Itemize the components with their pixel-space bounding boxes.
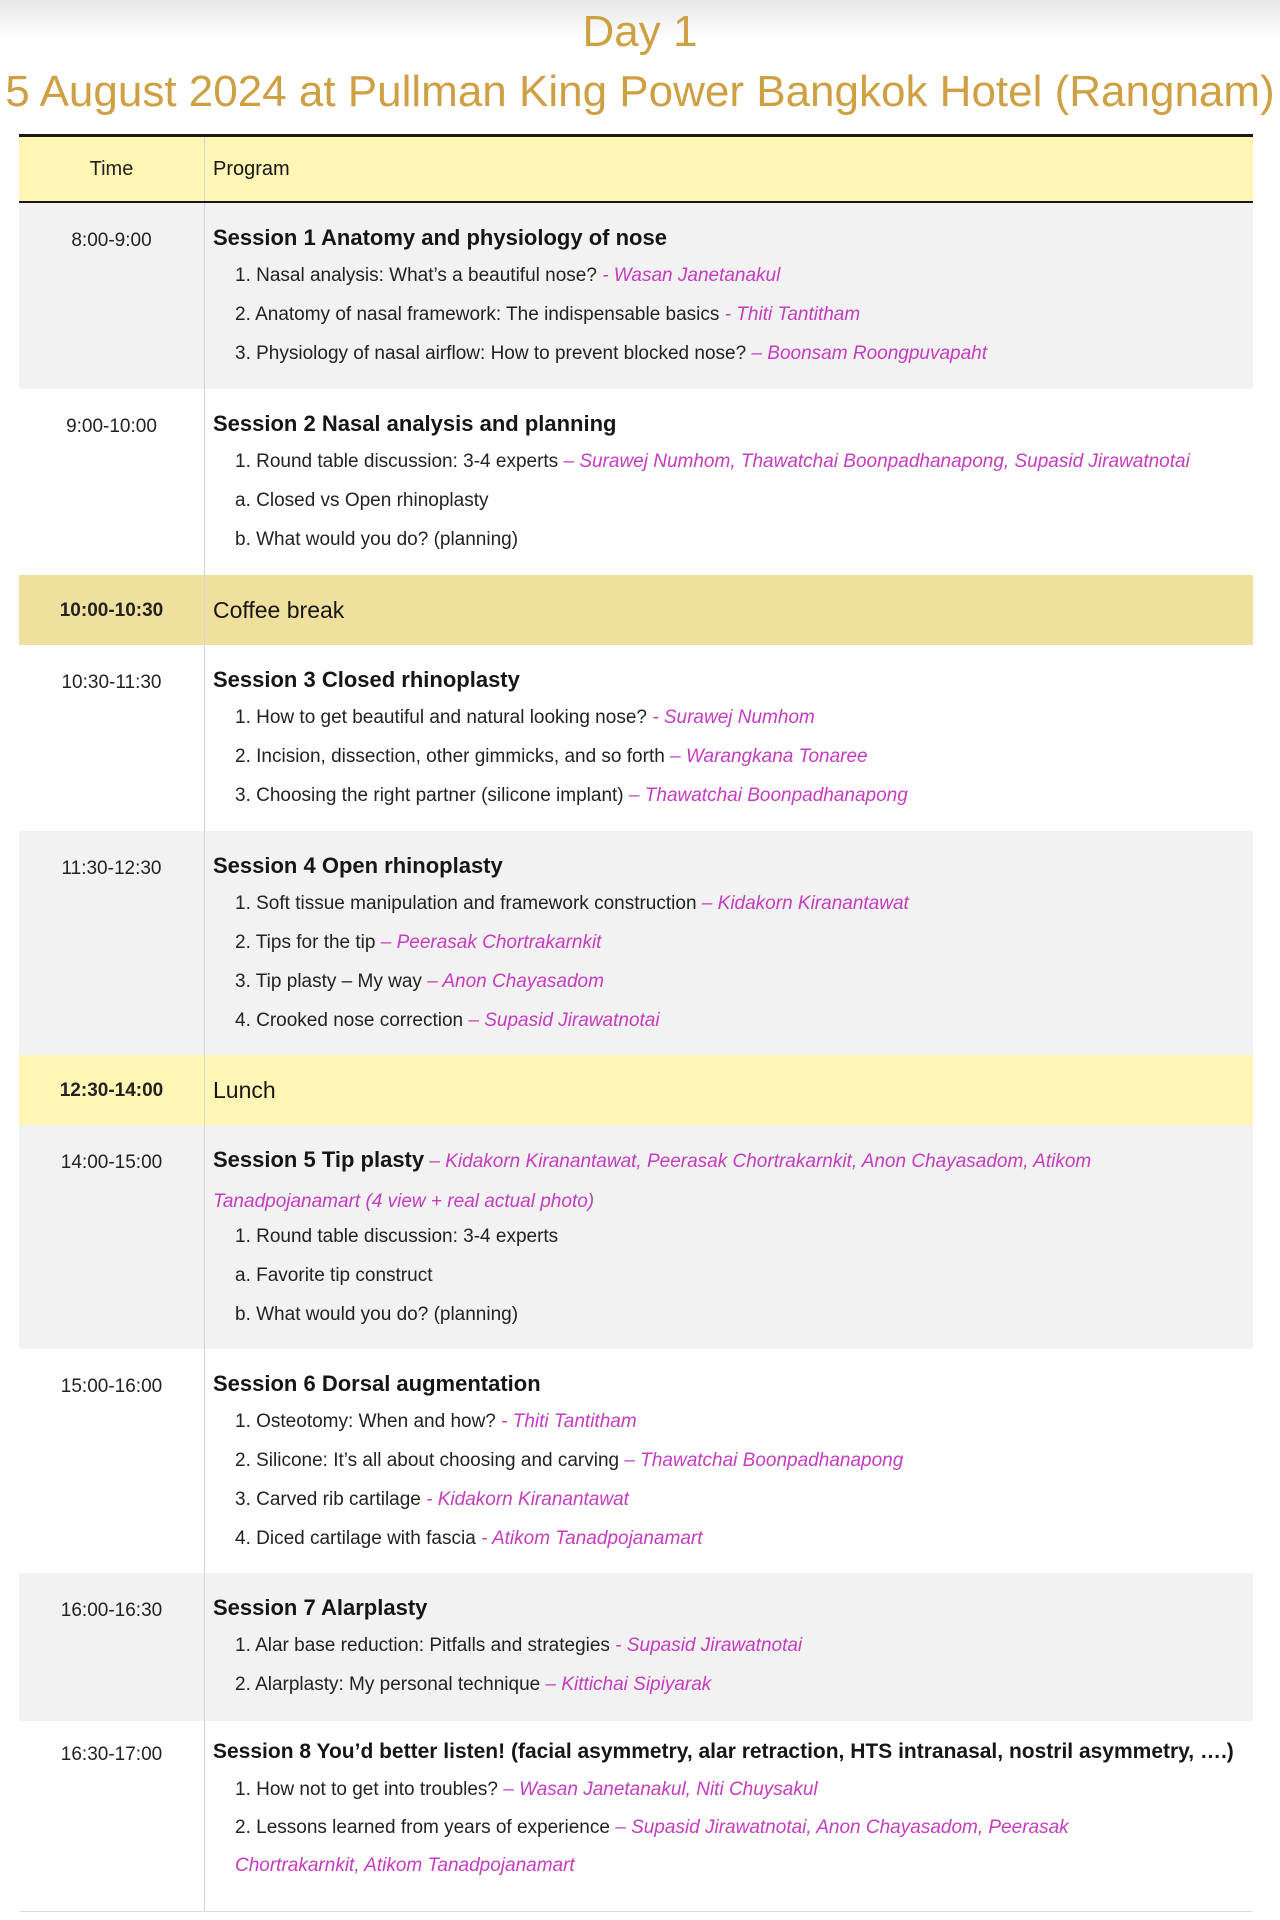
time-cell [19, 831, 205, 1055]
time-cell [19, 1721, 205, 1911]
list-item [235, 1008, 1243, 1034]
table-row [19, 831, 1253, 1056]
list-item [235, 302, 1243, 328]
table-row-break [19, 1055, 1253, 1126]
list-item [235, 1526, 1243, 1552]
item-text: 3. Physiology of nasal airflow: How to prevent blocked nose? [235, 343, 752, 364]
list-item [235, 744, 1243, 770]
speaker-name: – Thawatchai Boonpadhanapong [624, 1450, 904, 1471]
list-item [235, 1224, 1243, 1250]
list-item [235, 1487, 1243, 1513]
table-row [19, 203, 1253, 390]
session-time: 8:00-9:00 [71, 230, 152, 251]
session-title: Session 1 Anatomy and physiology of nose [213, 225, 667, 250]
speaker-name: – Peerasak Chortrakarnkit [380, 932, 602, 953]
item-text: 1. Round table discussion: 3-4 experts [235, 1226, 559, 1247]
session-title [213, 1141, 1243, 1221]
item-text: a. Favorite tip construct [235, 1265, 433, 1286]
break-time: 12:30-14:00 [59, 1080, 164, 1101]
item-text: 1. Round table discussion: 3-4 experts [235, 451, 564, 472]
time-cell [19, 645, 205, 831]
item-text: 2. Alarplasty: My personal technique [235, 1674, 546, 1695]
speaker-name: – Supasid Jirawatnotai [468, 1010, 660, 1031]
speaker-name: – Supasid Jirawatnotai, Anon Chayasadom, Peerasak Chortrakarnkit, Atikom Tanadpojanamart [235, 1817, 1069, 1876]
speaker-name: – Kidakorn Kiranantawat, Peerasak Chortrakarnkit, Anon Chayasadom, Atikom Tanadpojanamart (4 view + real actual photo) [213, 1151, 1092, 1212]
speaker-name: – Thawatchai Boonpadhanapong [628, 785, 908, 806]
list-item [235, 1263, 1243, 1289]
session-title: Session 2 Nasal analysis and planning [213, 411, 617, 436]
session-time: 16:30-17:00 [60, 1744, 163, 1765]
list-item [235, 341, 1243, 367]
page-header [0, 0, 1280, 135]
list-item [235, 930, 1243, 956]
speaker-name: – Anon Chayasadom [427, 971, 604, 992]
list-item [235, 1409, 1243, 1435]
item-text: 2. Silicone: It’s all about choosing and carving [235, 1450, 625, 1471]
session-time: 10:30-11:30 [61, 672, 162, 693]
break-time: 10:00-10:30 [59, 600, 164, 621]
speaker-name: – Warangkana Tonaree [670, 746, 868, 767]
list-item [235, 1672, 1243, 1698]
item-text: 2. Lessons learned from years of experience [235, 1817, 616, 1838]
time-cell [19, 1055, 205, 1125]
time-cell [19, 1125, 205, 1349]
time-cell [19, 203, 205, 389]
table-row [19, 1573, 1253, 1722]
speaker-name: – Kidakorn Kiranantawat [701, 893, 909, 914]
schedule-table [19, 134, 1253, 1913]
session-title: Session 8 You’d better listen! (facial asymmetry, alar retraction, HTS intranasal, nostril asymmetry, ….) [213, 1740, 1234, 1763]
list-item [235, 1302, 1243, 1328]
list-item [235, 1633, 1243, 1659]
table-row [19, 645, 1253, 832]
speaker-name: – Boonsam Roongpuvapaht [751, 343, 988, 364]
list-item [235, 969, 1243, 995]
speaker-name: - Supasid Jirawatnotai [615, 1635, 803, 1656]
day-title: Day 1 [582, 7, 698, 56]
list-item [235, 1448, 1243, 1474]
session-title: Session 7 Alarplasty [213, 1595, 428, 1620]
list-item [235, 1809, 1193, 1885]
speaker-name: – Kittichai Sipiyarak [545, 1674, 712, 1695]
list-item [235, 527, 1243, 553]
program-column-header: Program [213, 158, 290, 180]
break-title: Lunch [213, 1077, 276, 1103]
speaker-name: - Thiti Tantitham [724, 304, 861, 325]
speaker-name: - Thiti Tantitham [501, 1411, 637, 1432]
list-item [235, 263, 1243, 289]
speaker-name: - Kidakorn Kiranantawat [426, 1489, 629, 1510]
session-title: Session 6 Dorsal augmentation [213, 1371, 541, 1396]
speaker-name: - Wasan Janetanakul [602, 265, 781, 286]
session-time: 14:00-15:00 [60, 1152, 163, 1173]
table-row [19, 1125, 1253, 1350]
item-text: 2. Incision, dissection, other gimmicks, and so forth [235, 746, 671, 767]
table-row-break [19, 575, 1253, 646]
time-cell [19, 1573, 205, 1721]
list-item [235, 1777, 1243, 1803]
date-venue-title: 5 August 2024 at Pullman King Power Bangkok Hotel (Rangnam) [5, 67, 1275, 116]
item-text: 1. How not to get into troubles? [235, 1779, 504, 1800]
item-text: 1. Nasal analysis: What’s a beautiful nose? [235, 265, 603, 286]
speaker-name: – Wasan Janetanakul, Niti Chuysakul [503, 1779, 818, 1800]
item-text: 2. Anatomy of nasal framework: The indispensable basics [235, 304, 725, 325]
list-item [235, 449, 1243, 475]
item-text: b. What would you do? (planning) [235, 529, 519, 550]
time-column [19, 137, 205, 201]
speaker-name: – Surawej Numhom, Thawatchai Boonpadhanapong, Supasid Jirawatnotai [563, 451, 1190, 472]
item-text: b. What would you do? (planning) [235, 1304, 519, 1325]
item-text: 1. Osteotomy: When and how? [235, 1411, 502, 1432]
table-row [19, 1721, 1253, 1912]
speaker-name: - Atikom Tanadpojanamart [481, 1528, 703, 1549]
session-time: 11:30-12:30 [61, 858, 162, 879]
item-text: 1. How to get beautiful and natural looking nose? [235, 707, 653, 728]
session-title: Session 4 Open rhinoplasty [213, 853, 503, 878]
session-title: Session 3 Closed rhinoplasty [213, 667, 520, 692]
table-row [19, 389, 1253, 576]
time-column-header: Time [89, 158, 134, 180]
item-text: 2. Tips for the tip [235, 932, 381, 953]
item-text: 4. Diced cartilage with fascia [235, 1528, 482, 1549]
session-time: 15:00-16:00 [60, 1376, 163, 1397]
break-title: Coffee break [213, 597, 345, 623]
time-cell [19, 1349, 205, 1573]
item-text: 1. Alar base reduction: Pitfalls and strategies [235, 1635, 616, 1656]
table-header-row [19, 137, 1253, 203]
list-item [235, 891, 1243, 917]
item-text: 3. Carved rib cartilage [235, 1489, 427, 1510]
table-row [19, 1349, 1253, 1574]
item-text: 3. Choosing the right partner (silicone implant) [235, 785, 629, 806]
session-time: 9:00-10:00 [66, 416, 157, 437]
session-title-text: Session 5 Tip plasty [213, 1147, 425, 1172]
list-item [235, 488, 1243, 514]
item-text: 3. Tip plasty – My way [235, 971, 428, 992]
list-item [235, 783, 1243, 809]
session-time: 16:00-16:30 [60, 1600, 163, 1621]
time-cell [19, 575, 205, 645]
speaker-name: - Surawej Numhom [652, 707, 815, 728]
item-text: 1. Soft tissue manipulation and framework construction [235, 893, 702, 914]
item-text: a. Closed vs Open rhinoplasty [235, 490, 489, 511]
list-item [235, 705, 1243, 731]
item-text: 4. Crooked nose correction [235, 1010, 469, 1031]
time-cell [19, 389, 205, 575]
